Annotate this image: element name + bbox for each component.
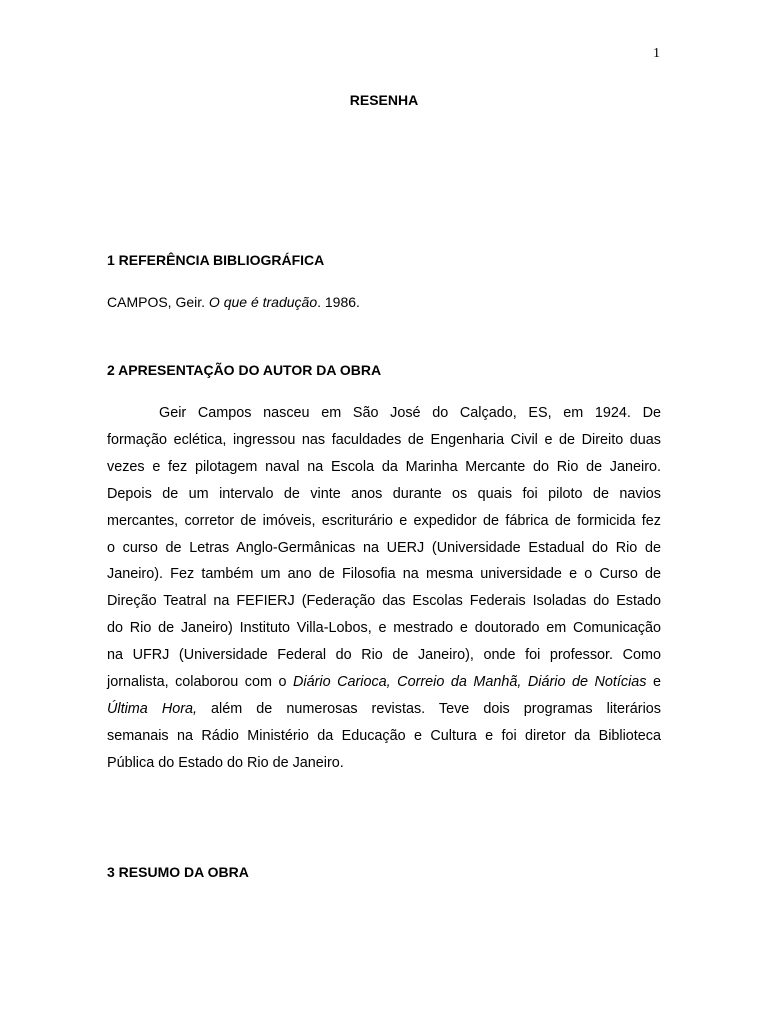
newspaper-name: Última Hora, <box>107 700 198 717</box>
paragraph-line: o curso de Letras Anglo-Germânicas na UERJ (Universidade Estadual do Rio de <box>107 539 661 556</box>
author-paragraph <box>107 400 661 777</box>
reference-rest: . 1986. <box>317 294 360 310</box>
section-heading-reference: 1 REFERÊNCIA BIBLIOGRÁFICA <box>107 252 325 268</box>
paragraph-line: Pública do Estado do Rio de Janeiro. <box>107 754 344 771</box>
paragraph-line: semanais na Rádio Ministério da Educação e Cultura e foi diretor da Biblioteca <box>107 727 661 744</box>
bibliographic-reference <box>107 294 360 310</box>
page-number: 1 <box>653 46 660 61</box>
paragraph-line: Última Hora, além de numerosas revistas. Teve dois programas literários <box>107 700 661 717</box>
paragraph-line: Direção Teatral na FEFIERJ (Federação das Escolas Federais Isoladas do Estado <box>107 593 661 610</box>
paragraph-line: formação eclética, ingressou nas faculdades de Engenharia Civil e de Direito duas <box>107 431 661 448</box>
paragraph-line: vezes e fez pilotagem naval na Escola da Marinha Mercante do Rio de Janeiro. <box>107 458 661 475</box>
section-heading-author: 2 APRESENTAÇÃO DO AUTOR DA OBRA <box>107 362 382 378</box>
section-heading-summary: 3 RESUMO DA OBRA <box>107 864 249 880</box>
paragraph-line: na UFRJ (Universidade Federal do Rio de Janeiro), onde foi professor. Como <box>107 647 661 664</box>
newspaper-names: Diário Carioca, Correio da Manhã, Diário de Notícias <box>293 674 647 691</box>
paragraph-line: jornalista, colaborou com o Diário Carioca, Correio da Manhã, Diário de Notícias e <box>107 674 661 691</box>
document-title: RESENHA <box>349 92 419 108</box>
paragraph-line: Geir Campos nasceu em São José do Calçado, ES, em 1924. De <box>159 405 661 421</box>
paragraph-line: mercantes, corretor de imóveis, escriturário e expedidor de fábrica de formicida fez <box>107 512 661 529</box>
paragraph-line: Janeiro). Fez também um ano de Filosofia na mesma universidade e o Curso de <box>107 566 661 583</box>
paragraph-line: Depois de um intervalo de vinte anos durante os quais foi piloto de navios <box>107 485 661 502</box>
paragraph-line: do Rio de Janeiro) Instituto Villa-Lobos, e mestrado e doutorado em Comunicação <box>107 620 661 637</box>
reference-title: O que é tradução <box>208 294 318 310</box>
reference-author: CAMPOS, Geir. <box>107 294 209 310</box>
